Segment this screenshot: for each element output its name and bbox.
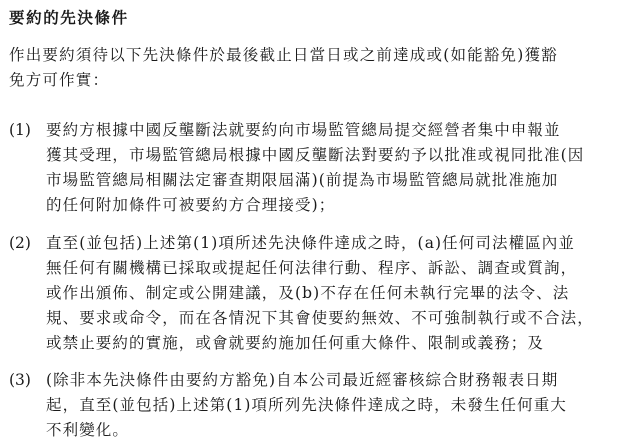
condition-line: 或禁止要約的實施，或會就要約施加任何重大條件、限制或義務；及 [46,334,545,352]
intro-paragraph [9,43,631,93]
condition-text [46,368,636,443]
condition-number: (2) [9,234,31,252]
condition-line: 要約方根據中國反壟斷法就要約向市場監管總局提交經營者集中申報並 [46,121,561,139]
condition-line: 直至(並包括)上述第(1)項所述先決條件達成之時，(a)任何司法權區內並 [46,234,575,252]
condition-text [46,118,636,218]
condition-line: 無任何有關機構已採取或提起任何法律行動、程序、訴訟、調查或質詢， [46,259,578,277]
section-heading: 要約的先決條件 [9,8,129,27]
condition-line: 規、要求或命令，而在各情況下其會使要約無效、不可強制執行或不合法， [46,309,594,327]
condition-line: 市場監管總局相關法定審查期限屆滿)(前提為市場監管總局就批准施加 [46,171,559,189]
condition-line: 的任何附加條件可被要約方合理接受)； [46,196,336,214]
condition-text [46,231,636,356]
condition-line: 起，直至(並包括)上述第(1)項所列先決條件達成之時，未發生任何重大 [46,396,567,414]
intro-line: 作出要約須待以下先決條件於最後截止日當日或之前達成或(如能豁免)獲豁 [9,46,558,64]
condition-line: 獲其受理，市場監管總局根據中國反壟斷法對要約予以批准或視同批准(因 [46,146,585,164]
condition-number: (3) [9,371,31,389]
condition-line: (除非本先決條件由要約方豁免)自本公司最近經審核綜合財務報表日期 [46,371,559,389]
condition-number: (1) [9,121,31,139]
condition-line: 不利變化。 [46,421,130,439]
condition-line: 或作出頒佈、制定或公開建議，及(b)不存在任何未執行完畢的法令、法 [46,284,570,302]
intro-line: 免方可作實： [9,71,110,89]
